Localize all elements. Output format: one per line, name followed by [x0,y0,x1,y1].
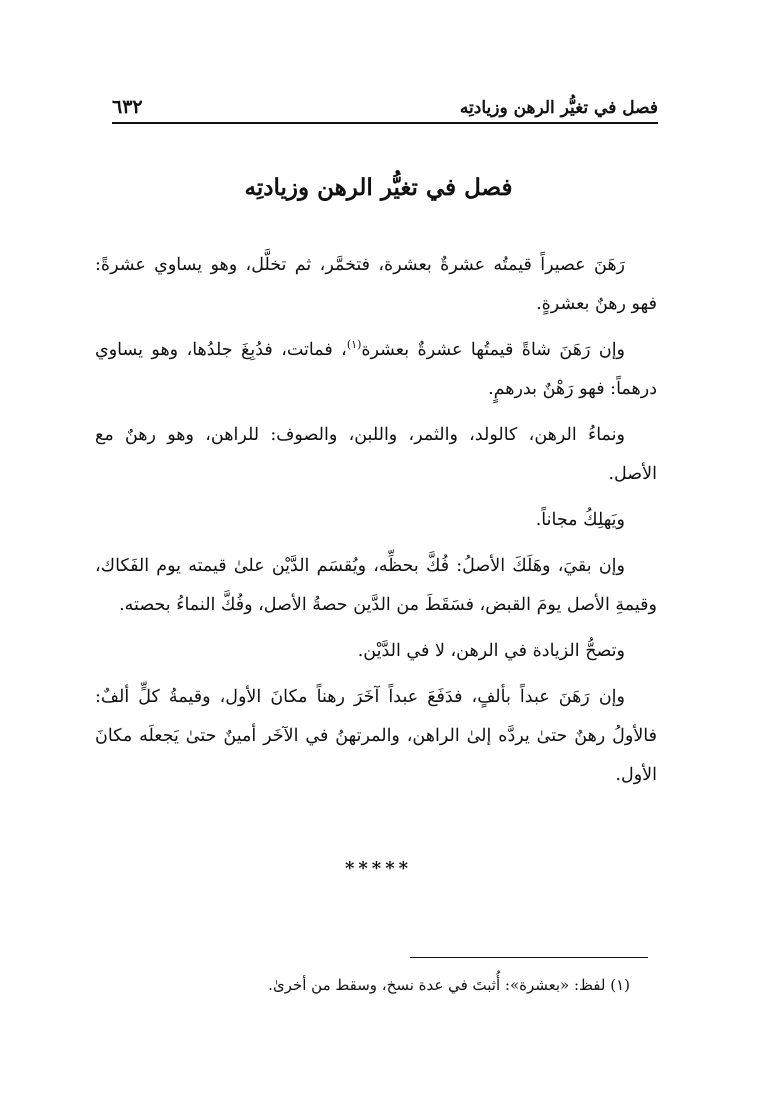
body-text [95,246,657,802]
footnote-divider [410,957,648,958]
paragraph: وإن بقيَ، وهَلَكَ الأصلُ: فُكَّ بحظِّه، ويُقسَم الدَّيْن علىٰ قيمته يوم الفَكاك، وقيمةِ الأصل يومَ القبض، فسَقَطَ من الدَّين حصةُ الأصل، وفُكَّ النماءُ بحصته. [95,556,657,615]
paragraph: رَهَنَ عصيراً قيمتُه عشرةٌ بعشرة، فتخمَّر، ثم تخلَّل، وهو يساوي عشرةً: فهو رهنٌ بعشرةٍ. [95,255,657,314]
running-title: فصل في تغيُّر الرهن وزيادتِه [459,98,658,118]
running-header [112,88,658,124]
paragraph: ونماءُ الرهن، كالولد، والثمر، واللبن، والصوف: للراهن، وهو رهنٌ مع الأصل. [95,425,657,484]
section-separator: ***** [344,858,413,879]
paragraph-text: وإن رَهَنَ شاةً قيمتُها عشرةٌ بعشرة [361,340,626,360]
page-number: ٦٣٢ [112,96,143,118]
paragraph: وإن رَهَنَ عبداً بألفٍ، فدَفَعَ عبداً آخَرَ رهناً مكانَ الأول، وقيمةُ كلٍّ ألفٌ: فالأولُ رهنٌ حتىٰ يردَّه إلىٰ الراهن، والمرتهنُ في الآخَر أمينٌ حتىٰ يَجعلَه مكانَ الأول. [95,687,657,785]
chapter-title: فصل في تغيُّر الرهن وزيادتِه [244,174,513,201]
footnote: (١) لفظ: «بعشرة»: أُثبتَ في عدة نسخ، وسقط من أخرىٰ. [268,976,630,994]
paragraph: ويَهلِكُ مجاناً. [535,510,625,530]
paragraph-text: ، فماتت، فدُبِغَ جلدُها، وهو يساوي درهماً: فهو رَهْنٌ بدرهمٍ. [95,340,657,399]
footnote-marker: (١) [346,338,362,352]
paragraph: وتصحُّ الزيادة في الرهن، لا في الدَّيْن. [357,641,625,661]
paragraph [95,331,657,409]
